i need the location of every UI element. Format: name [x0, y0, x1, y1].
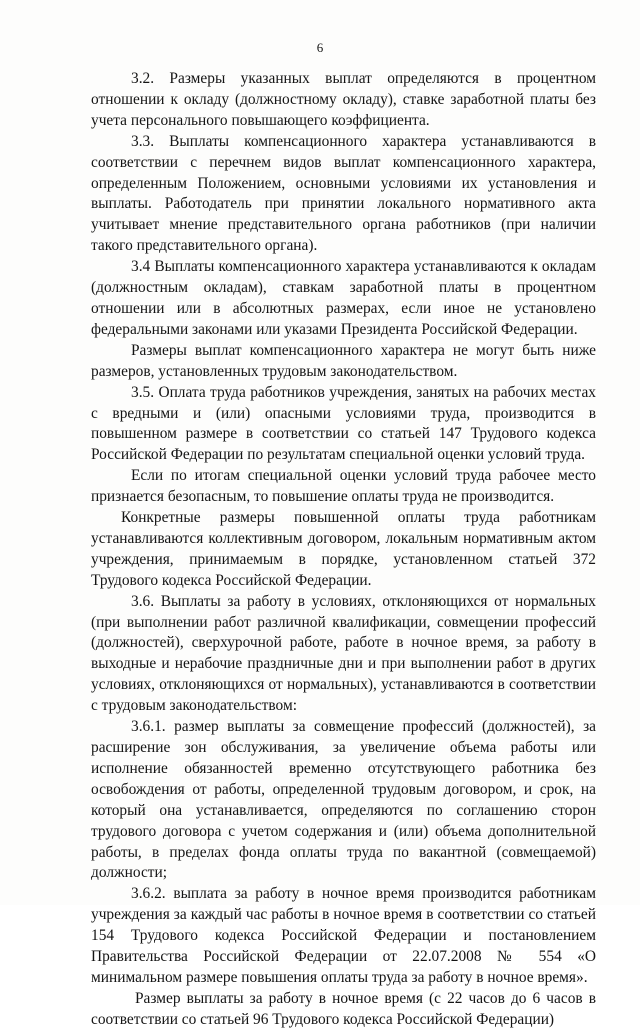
paragraph-3-2: 3.2. Размеры указанных выплат определяются в процентном отношении к окладу (должностному окладу), ставке заработной платы без учета персонального повышающего коэффициента. — [91, 70, 596, 129]
paragraph-3-3: 3.3. Выплаты компенсационного характера устанавливаются в соответствии с перечнем видов выплат компенсационного характера, определенным Положением, основными условиями их установления и выплаты. Работодатель при принятии локального нормативного акта учитывает мнение представительного органа работников (при наличии такого представительного органа). — [91, 132, 596, 255]
paragraph-3-6-1: 3.6.1. размер выплаты за совмещение профессий (должностей), за расширение зон обслуживания, за увеличение объема работы или исполнение обязанностей временно отсутствующего работника без освобождения от работы, определенной трудовым договором, и срок, на который она устанавливается, определяются по соглашению сторон трудового договора с учетом содержания и (или) объема дополнительной работы, в пределах фонда оплаты труда по вакантной (совмещаемой) должности; — [91, 718, 596, 882]
paragraph-night-pay: Размер выплаты за работу в ночное время (с 22 часов до 6 часов в соответствии со статьей 96 Трудового кодекса Российской Федерации) — [91, 989, 596, 1028]
document-body — [91, 69, 596, 1031]
paragraph-specific-rates: Конкретные размеры повышенной оплаты труда работникам устанавливаются коллективным договором, локальным нормативным актом учреждения, принимаемым в порядке, установленном статьей 372 Трудового кодекса Российской Федерации. — [91, 509, 596, 589]
paragraph-safe-workplace: Если по итогам специальной оценки условий труда рабочее место признается безопасным, то повышение оплаты труда не производится. — [91, 467, 596, 506]
paragraph-compensation-minimum: Размеры выплат компенсационного характера не могут быть ниже размеров, установленных трудовым законодательством. — [91, 341, 596, 380]
paragraph-3-6-2: 3.6.2. выплата за работу в ночное время производится работникам учреждения за каждый час работы в ночное время в соответствии со статьей 154 Трудового кодекса Российской Федерации и постановлением Правительства Российской Федерации от 22.07.2008 № 554 «О минимальном размере повышения оплаты труда за работу в ночное время». — [91, 885, 596, 986]
paragraph-3-4: 3.4 Выплаты компенсационного характера устанавливаются к окладам (должностным окладам), ставкам заработной платы в процентном отношении или в абсолютных размерах, если иное не установлено федеральными законами или указами Президента Российской Федерации. — [91, 258, 596, 338]
paragraph-3-5: 3.5. Оплата труда работников учреждения, занятых на рабочих местах с вредными и (или) опасными условиями труда, производится в повышенном размере в соответствии со статьей 147 Трудового кодекса Российской Федерации по результатам специальной оценки условий труда. — [91, 383, 596, 464]
page-number: 6 — [316, 40, 324, 55]
paragraph-3-6: 3.6. Выплаты за работу в условиях, отклоняющихся от нормальных (при выполнении работ различной квалификации, совмещении профессий (должностей), сверхурочной работе, работе в ночное время, за работу в выходные и нерабочие праздничные дни и при выполнении работ в других условиях, отклоняющихся от нормальных), устанавливаются в соответствии с трудовым законодательством: — [91, 592, 596, 715]
